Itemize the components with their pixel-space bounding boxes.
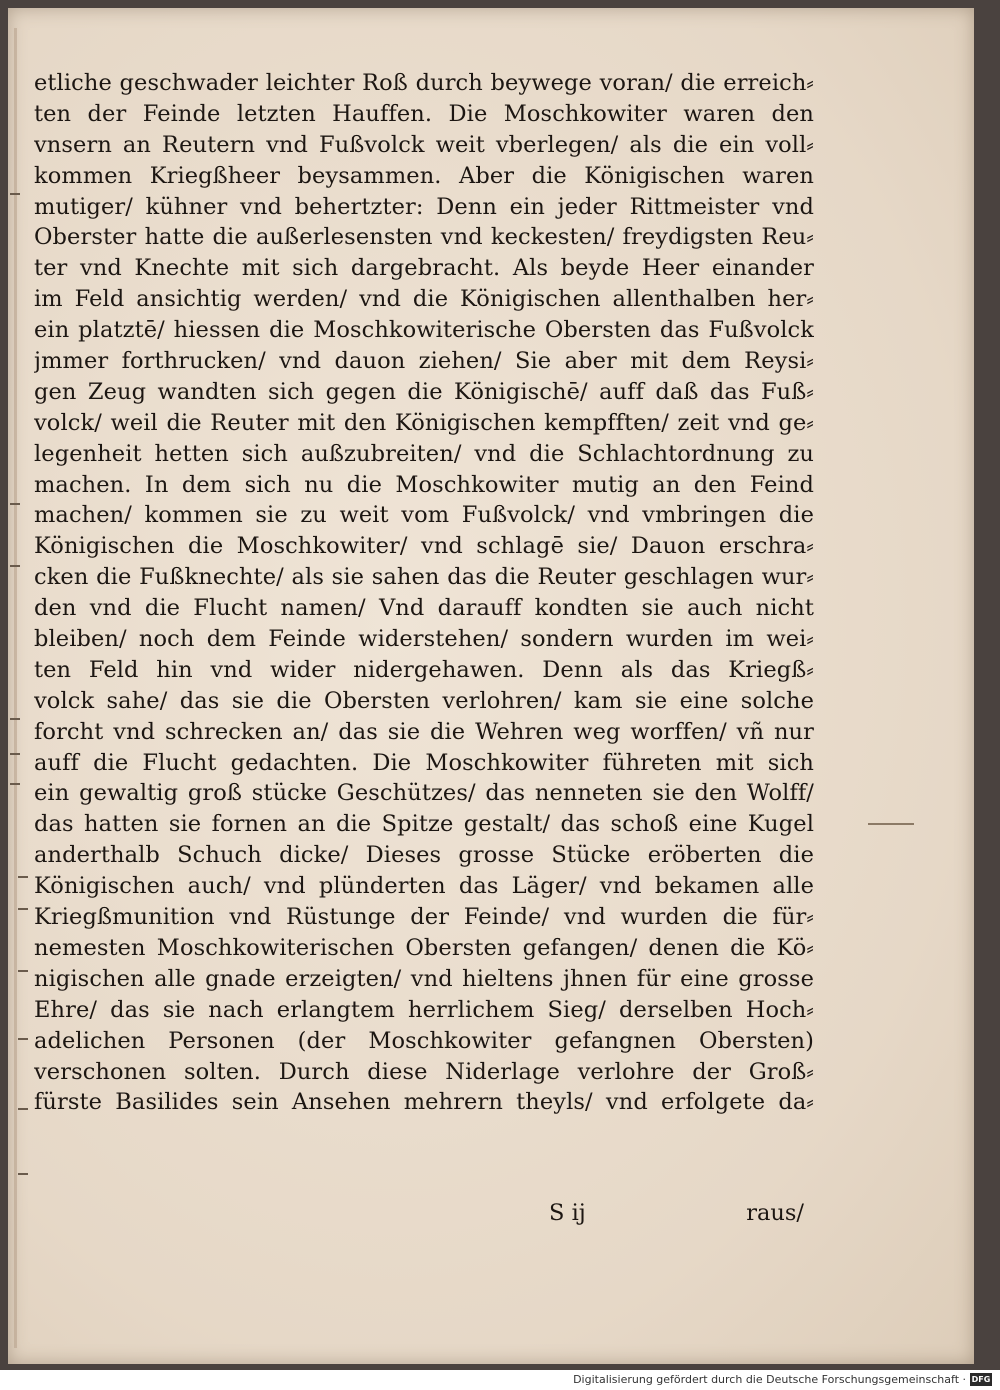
text-line: nemesten Moschkowiterischen Obersten gefangen/ denen die Kö⸗ xyxy=(34,934,814,961)
text-line: Königischen auch/ vnd plünderten das Läger/ vnd bekamen alle xyxy=(34,873,814,900)
margin-dash xyxy=(18,1038,28,1040)
body-text xyxy=(34,68,814,1118)
text-line: ten der Feinde letzten Hauffen. Die Moschkowiter waren den xyxy=(34,100,814,127)
text-line: das hatten sie fornen an die Spitze gestalt/ das schoß eine Kugel xyxy=(34,811,814,838)
text-line: kommen Kriegßheer beysammen. Aber die Königischen waren xyxy=(34,162,814,189)
margin-dash xyxy=(10,565,20,567)
margin-dash xyxy=(10,193,20,195)
text-line: den vnd die Flucht namen/ Vnd darauff kondten sie auch nicht xyxy=(34,595,814,622)
page-gutter xyxy=(14,28,17,1348)
text-line: mutiger/ kühner vnd behertzter: Denn ein jeder Rittmeister vnd xyxy=(34,193,814,220)
text-line: cken die Fußknechte/ als sie sahen das die Reuter geschlagen wur⸗ xyxy=(34,564,814,591)
text-line: ein gewaltig groß stücke Geschützes/ das nenneten sie den Wolff/ xyxy=(34,780,814,807)
margin-dash xyxy=(18,908,28,910)
signature-mark: S ij xyxy=(549,1200,586,1226)
book-page xyxy=(8,8,974,1364)
footer-credit: Digitalisierung gefördert durch die Deutsche Forschungsgemeinschaft · xyxy=(573,1373,966,1386)
margin-dash xyxy=(10,783,20,785)
text-line: vnsern an Reutern vnd Fußvolck weit vberlegen/ als die ein voll⸗ xyxy=(34,131,814,158)
dfg-logo: DFG xyxy=(971,1375,991,1384)
margin-dash xyxy=(18,1173,28,1175)
text-line: machen/ kommen sie zu weit vom Fußvolck/ vnd vmbringen die xyxy=(34,502,814,529)
text-line: anderthalb Schuch dicke/ Dieses grosse Stücke eröberten die xyxy=(34,842,814,869)
text-line: Oberster hatte die außerlesensten vnd keckesten/ freydigsten Reu⸗ xyxy=(34,224,814,251)
text-line: nigischen alle gnade erzeigten/ vnd hieltens jhnen für eine grosse xyxy=(34,965,814,992)
text-line: gen Zeug wandten sich gegen die Königischē/ auff daß das Fuß⸗ xyxy=(34,378,814,405)
catchword: raus/ xyxy=(746,1200,804,1226)
text-line: Kriegßmunition vnd Rüstunge der Feinde/ vnd wurden die für⸗ xyxy=(34,904,814,931)
margin-dash xyxy=(10,718,20,720)
text-line: auff die Flucht gedachten. Die Moschkowiter führeten mit sich xyxy=(34,749,814,776)
text-line: ein platztē/ hiessen die Moschkowiterische Obersten das Fußvolck xyxy=(34,317,814,344)
text-line: forcht vnd schrecken an/ das sie die Wehren weg worffen/ vñ nur xyxy=(34,718,814,745)
text-line: etliche geschwader leichter Roß durch beywege voran/ die erreich⸗ xyxy=(34,70,814,96)
text-line: jmmer forthrucken/ vnd dauon ziehen/ Sie aber mit dem Reysi⸗ xyxy=(34,348,814,375)
margin-mark xyxy=(868,823,914,825)
text-line: verschonen solten. Durch diese Niderlage verlohre der Groß⸗ xyxy=(34,1058,814,1085)
text-line: volck sahe/ das sie die Obersten verlohren/ kam sie eine solche xyxy=(34,687,814,714)
text-line: Ehre/ das sie nach erlangtem herrlichem Sieg/ derselben Hoch⸗ xyxy=(34,996,814,1023)
text-line: Königischen die Moschkowiter/ vnd schlagē sie/ Dauon erschra⸗ xyxy=(34,533,814,560)
margin-dash xyxy=(10,503,20,505)
text-line: legenheit hetten sich außzubreiten/ vnd die Schlachtordnung zu xyxy=(34,440,814,467)
text-line: volck/ weil die Reuter mit den Königischen kempfften/ zeit vnd ge⸗ xyxy=(34,409,814,436)
text-line: bleiben/ noch dem Feinde widerstehen/ sondern wurden im wei⸗ xyxy=(34,626,814,653)
footer-bar xyxy=(0,1370,1000,1390)
text-line: machen. In dem sich nu die Moschkowiter mutig an den Feind xyxy=(34,471,814,498)
text-line: fürste Basilides sein Ansehen mehrern theyls/ vnd erfolgete da⸗ xyxy=(34,1089,814,1116)
text-line: im Feld ansichtig werden/ vnd die Königischen allenthalben her⸗ xyxy=(34,286,814,313)
margin-dash xyxy=(10,753,20,755)
text-line: ten Feld hin vnd wider nidergehawen. Denn als das Kriegß⸗ xyxy=(34,656,814,683)
margin-dash xyxy=(18,1108,28,1110)
page-foot xyxy=(34,1200,814,1230)
text-line: adelichen Personen (der Moschkowiter gefangnen Obersten) xyxy=(34,1027,814,1054)
margin-dash xyxy=(18,970,28,972)
text-line: ter vnd Knechte mit sich dargebracht. Als beyde Heer einander xyxy=(34,255,814,282)
margin-dash xyxy=(18,876,28,878)
